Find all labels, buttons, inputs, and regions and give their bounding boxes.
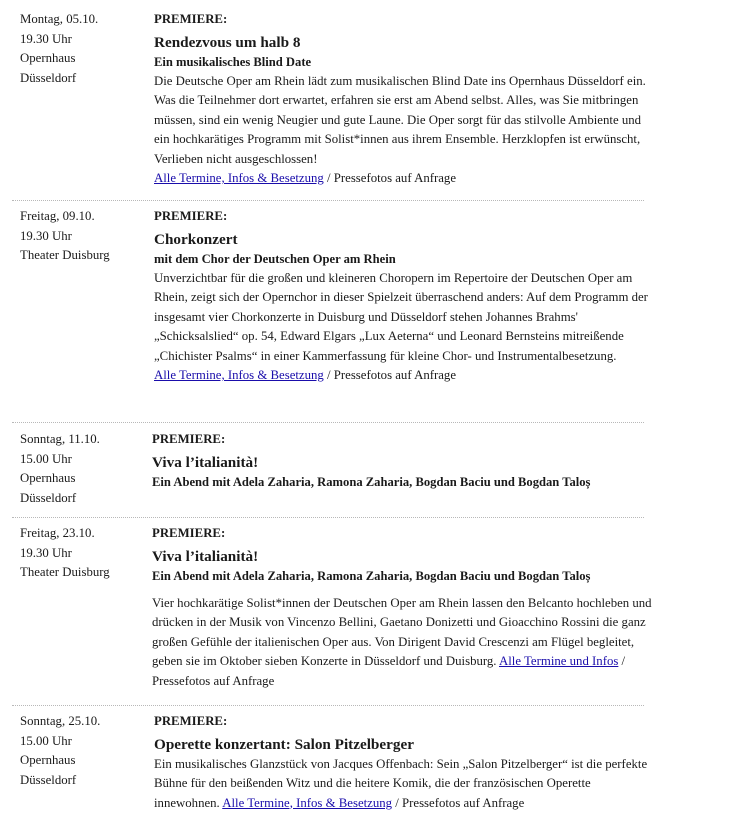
event-details (152, 524, 652, 691)
event-venue-line: Theater Duisburg (20, 565, 110, 579)
event-title: Rendezvous um halb 8 (154, 33, 301, 51)
event-venue-line: Düsseldorf (20, 70, 77, 85)
event-venue-line: Düsseldorf (20, 490, 77, 505)
event-title: Viva l’italianità! (152, 547, 259, 565)
press-photo-note: / Pressefotos auf Anfrage (152, 654, 626, 688)
divider (12, 517, 644, 518)
event-details (154, 712, 654, 813)
press-photo-note: / Pressefotos auf Anfrage (323, 368, 457, 382)
event-time: 19.30 Uhr (20, 545, 72, 560)
event-info-link[interactable]: Alle Termine, Infos & Besetzung (154, 368, 324, 382)
event-date: Sonntag, 25.10. (20, 714, 101, 728)
event-description: Die Deutsche Oper am Rhein lädt zum musikalischen Blind Date ins Opernhaus Düsseldorf ein. Was die Teilnehmer dort erwartet, erfahren sie erst am Abend selbst. Alles, was Sie mitbringen müssen, sind ein wenig Neugier und gute Laune. Die Oper sorgt für das stilvolle Ambiente und ein hochkarätiges Programm mit Solist*innen aus ihrem Ensemble. Herzklopfen ist erwünscht, Verlieben nicht ausgeschlossen! (154, 73, 646, 166)
event-info-link[interactable]: Alle Termine, Infos & Besetzung (222, 795, 393, 810)
event-subtitle: Ein Abend mit Adela Zaharia, Ramona Zaharia, Bogdan Baciu und Bogdan Taloș (152, 568, 591, 583)
event-venue-line: Theater Duisburg (20, 248, 110, 262)
event-subtitle: mit dem Chor der Deutschen Oper am Rhein (154, 251, 396, 266)
event-time: 15.00 Uhr (20, 451, 72, 466)
event-description (152, 594, 652, 692)
event-subtitle: Ein musikalisches Blind Date (154, 54, 312, 69)
event-info-link[interactable]: Alle Termine und Infos (499, 654, 619, 668)
event-title: Operette konzertant: Salon Pitzelberger (154, 735, 414, 753)
event-subtitle: Ein Abend mit Adela Zaharia, Ramona Zaharia, Bogdan Baciu und Bogdan Taloș (152, 474, 591, 489)
event-date: Montag, 05.10. (20, 12, 99, 26)
event-description-text: Ein musikalisches Glanzstück von Jacques Offenbach: Sein „Salon Pitzelberger“ ist die perfekte Bühne für den beißenden Witz und die heitere Komik, die der französischen Operette innewohnen. (154, 756, 648, 810)
event-links (154, 366, 654, 386)
event-venue-line: Opernhaus (20, 471, 76, 485)
event-time: 15.00 Uhr (20, 733, 72, 748)
event-title: Chorkonzert (154, 230, 238, 248)
divider (12, 705, 644, 706)
event-venue-line: Opernhaus (20, 51, 76, 65)
event-venue-line: Opernhaus (20, 753, 76, 767)
event-meta (20, 10, 148, 88)
event-meta (20, 207, 148, 266)
event-details (154, 10, 654, 189)
event-meta (20, 524, 148, 583)
press-photo-note: / Pressefotos auf Anfrage (323, 171, 457, 185)
event-details (152, 430, 652, 492)
event-links (154, 169, 654, 189)
divider (12, 200, 644, 201)
event-label: PREMIERE: (154, 714, 228, 728)
event-details (154, 207, 654, 386)
event-description (154, 755, 654, 814)
event-time: 19.30 Uhr (20, 228, 72, 243)
event-date: Freitag, 09.10. (20, 209, 95, 223)
event-title: Viva l’italianità! (152, 453, 259, 471)
divider (12, 422, 644, 423)
event-date: Freitag, 23.10. (20, 526, 95, 540)
event-description-text: Vier hochkarätige Solist*innen der Deutschen Oper am Rhein lassen den Belcanto hochleben und drücken in der Musik von Vincenzo Bellini, Gaetano Donizetti und Gioacchino Rossini die ganz großen Gefühle der italienischen Oper aus. Von Dirigent David Crescenzi am Flügel begleitet, geben sie im Oktober sieben Konzerte in Düsseldorf und Duisburg. (152, 595, 652, 668)
event-venue-line: Düsseldorf (20, 772, 77, 787)
event-label: PREMIERE: (154, 12, 228, 26)
event-meta (20, 712, 148, 790)
event-time: 19.30 Uhr (20, 31, 72, 46)
event-info-link[interactable]: Alle Termine, Infos & Besetzung (154, 171, 324, 185)
press-photo-note: / Pressefotos auf Anfrage (392, 795, 525, 810)
event-label: PREMIERE: (152, 432, 226, 446)
event-meta (20, 430, 148, 508)
event-label: PREMIERE: (152, 526, 226, 540)
event-description: Unverzichtbar für die großen und kleineren Choropern im Repertoire der Deutschen Oper am Rhein, zeigt sich der Opernchor in dieser Spielzeit überraschend anders: Auf dem Programm der insgesamt vier Chorkonzerte in Duisburg und Düsseldorf stehen Johannes Brahms' „Schicksalslied“ op. 54, Edward Elgars „Lux Aeterna“ und Leonard Bernsteins mitreißende „Chichister Psalms“ in einer Kammerfassung für kleine Chor- und Instrumentalbesetzung. (154, 270, 648, 363)
event-label: PREMIERE: (154, 209, 228, 223)
event-date: Sonntag, 11.10. (20, 432, 100, 446)
